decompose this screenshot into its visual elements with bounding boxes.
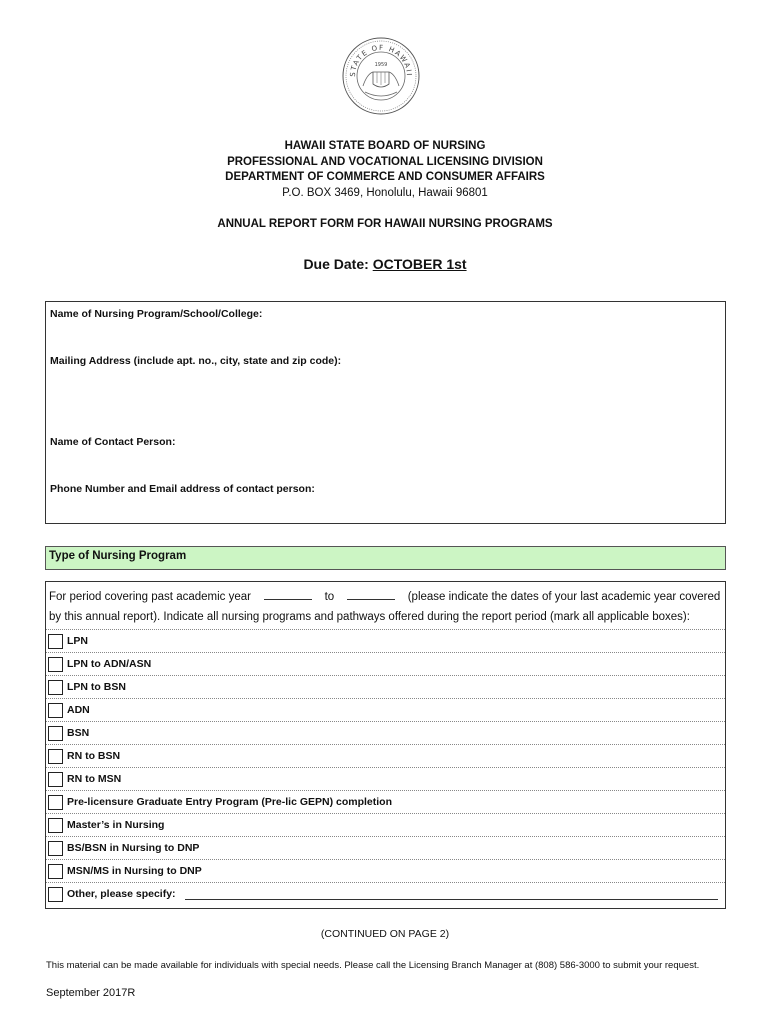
due-date [0,256,770,272]
lpn-to-adn-checkbox[interactable] [48,657,63,672]
other-checkbox[interactable] [48,887,63,902]
contact-phone-email-field[interactable]: Phone Number and Email address of contact person: [50,483,315,495]
due-date-value: OCTOBER 1st [372,256,467,272]
state-seal-icon [341,36,421,116]
option-row-masters [46,813,725,837]
due-date-label: Due Date: [303,256,369,272]
option-label: LPN [67,635,88,647]
option-label: ADN [67,704,90,716]
period-start-input[interactable] [264,588,312,600]
other-specify-input[interactable] [185,899,718,900]
option-row-rn-to-bsn [46,744,725,768]
option-row-adn [46,698,725,722]
option-label: RN to MSN [67,773,122,785]
section-title: Type of Nursing Program [49,550,187,562]
revision-date: September 2017R [46,987,136,999]
special-needs-note: This material can be made available for individuals with special needs. Please call the Licensing Branch Manager at (808) 586-3000 to submit your request. [46,960,700,971]
option-row-lpn [46,629,725,653]
gepn-checkbox[interactable] [48,795,63,810]
bsn-to-dnp-checkbox[interactable] [48,841,63,856]
seal-text: STATE OF HAWAII [348,43,414,78]
period-end-input[interactable] [347,588,395,600]
option-row-other [46,882,725,906]
period-instructions [49,587,721,627]
option-row-lpn-to-bsn [46,675,725,699]
option-label: Pre-licensure Graduate Entry Program (Pre-lic GEPN) completion [67,796,393,808]
option-label: Other, please specify: [67,888,176,900]
option-label: LPN to ADN/ASN [67,658,152,670]
header-line-1: HAWAII STATE BOARD OF NURSING [284,140,486,152]
adn-checkbox[interactable] [48,703,63,718]
period-text-1: For period covering past academic year [49,591,251,603]
header-address: P.O. BOX 3469, Honolulu, Hawaii 96801 [282,186,488,199]
option-row-bsn-to-dnp [46,836,725,860]
option-row-bsn [46,721,725,745]
option-label: LPN to BSN [67,681,126,693]
option-row-msn-to-dnp [46,859,725,883]
option-row-rn-to-msn [46,767,725,791]
lpn-to-bsn-checkbox[interactable] [48,680,63,695]
period-text-2: (please indicate the dates of your last academic year covered by this annual report). Indicate all nursing programs and pathways offered during the report period (mark all applicable boxes): [49,591,721,623]
seal-year: 1959 [374,62,388,68]
bsn-checkbox[interactable] [48,726,63,741]
mailing-address-field[interactable]: Mailing Address (include apt. no., city, state and zip code): [50,355,342,367]
period-to-text: to [324,591,335,603]
program-name-field[interactable]: Name of Nursing Program/School/College: [50,308,263,320]
option-row-lpn-to-adn [46,652,725,676]
header-line-2: PROFESSIONAL AND VOCATIONAL LICENSING DIVISION [227,155,543,168]
option-label: Master’s in Nursing [67,819,165,831]
masters-checkbox[interactable] [48,818,63,833]
form-title: ANNUAL REPORT FORM FOR HAWAII NURSING PROGRAMS [217,218,553,230]
contact-person-field[interactable]: Name of Contact Person: [50,436,176,448]
lpn-checkbox[interactable] [48,634,63,649]
msn-to-dnp-checkbox[interactable] [48,864,63,879]
option-label: MSN/MS in Nursing to DNP [67,865,202,877]
continued-note: (CONTINUED ON PAGE 2) [320,928,450,940]
rn-to-bsn-checkbox[interactable] [48,749,63,764]
agency-header [0,139,770,201]
program-info-box [45,301,726,524]
option-label: RN to BSN [67,750,121,762]
program-checklist [45,581,726,909]
rn-to-msn-checkbox[interactable] [48,772,63,787]
option-label: BS/BSN in Nursing to DNP [67,842,200,854]
header-line-3: DEPARTMENT OF COMMERCE AND CONSUMER AFFAIRS [225,171,545,183]
option-label: BSN [67,727,90,739]
option-row-gepn [46,790,725,814]
section-header [45,546,726,570]
